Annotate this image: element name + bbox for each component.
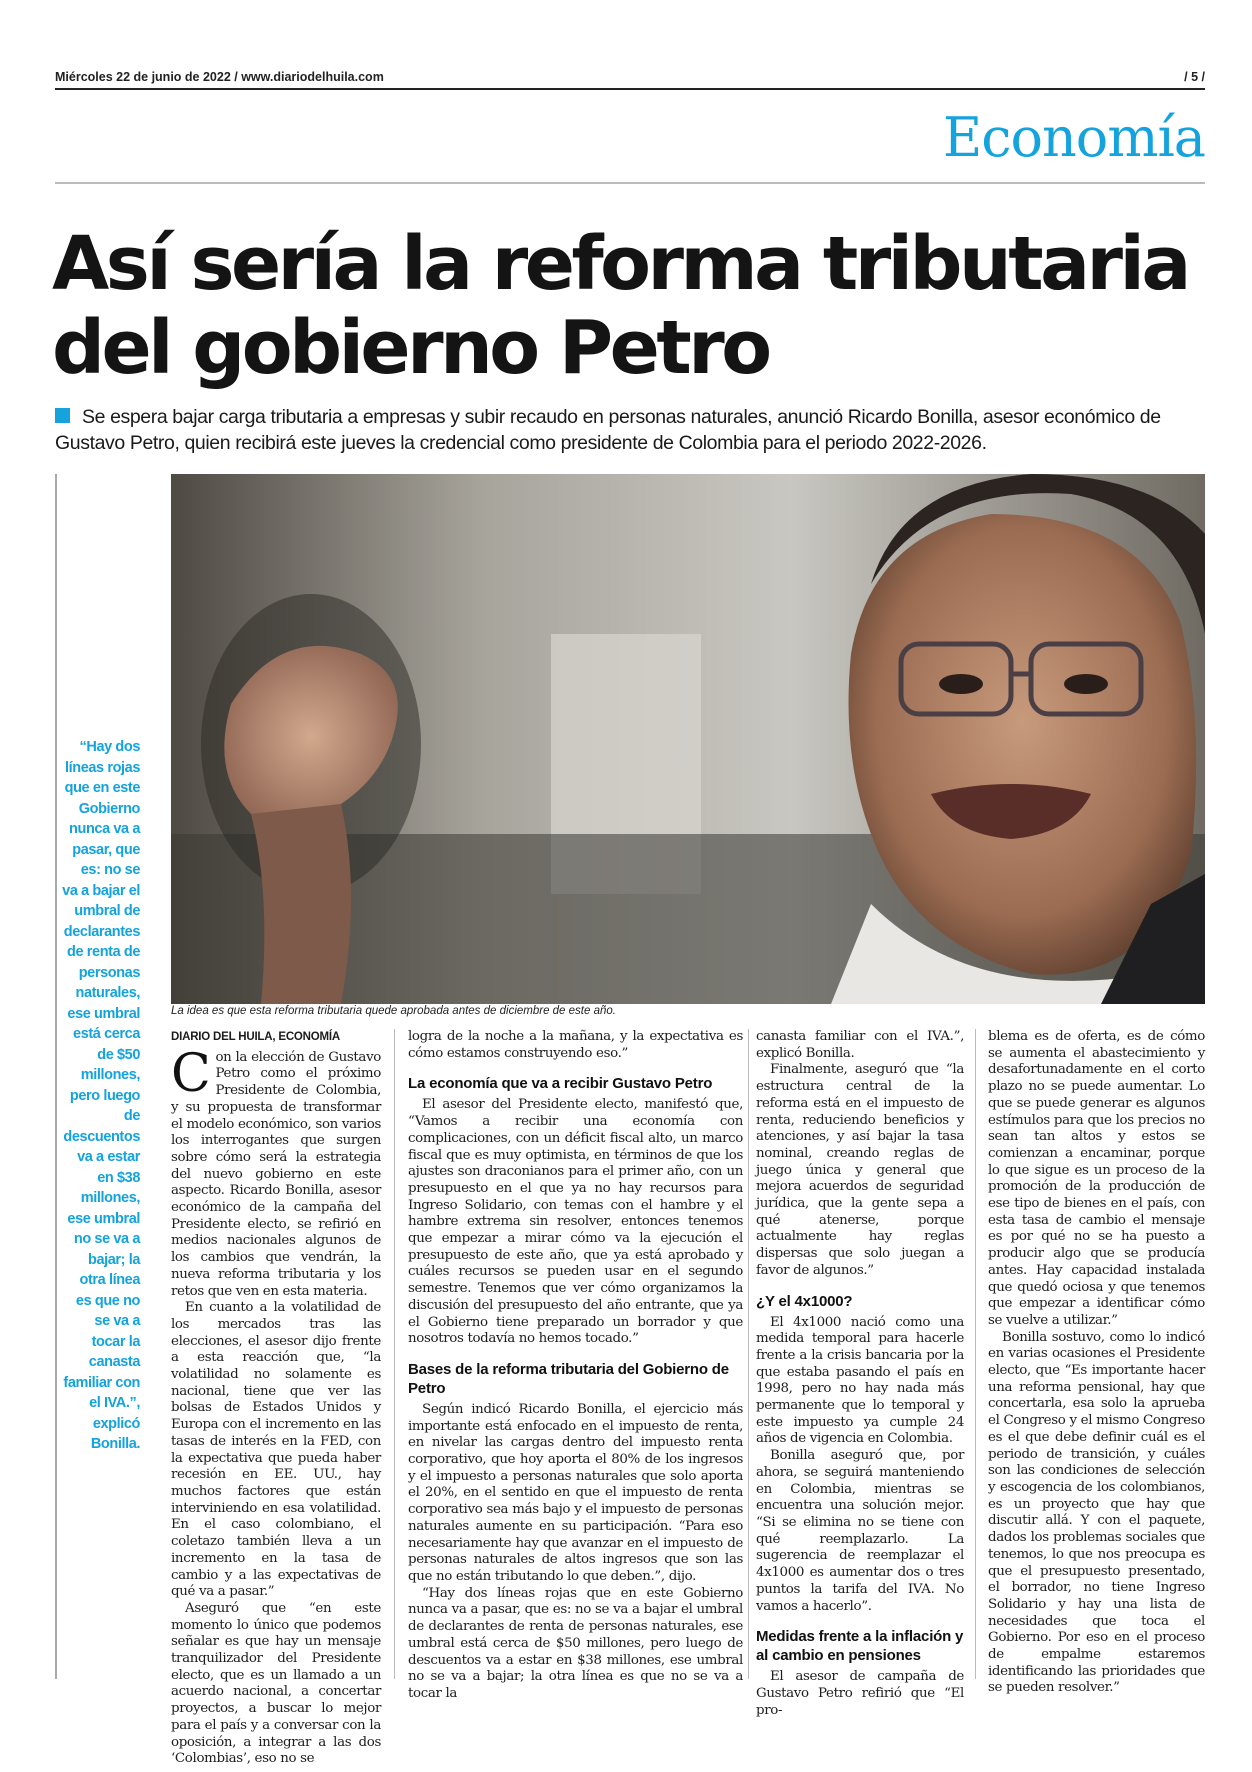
paragraph: Según indicó Ricardo Bonilla, el ejercicio más importante está enfocado en el impuesto de renta, en nivelar las cargas dentro del impuesto renta corporativo, que hoy aporta el 80% de los ingresos y el impuesto a personas naturales que solo aporta el 20%, en el sentido en que el impuesto de renta corporativo sea más bajo y el impuesto de personas naturales aumente en su participación. “Para eso necesariamente hay que avanzar en el impuesto de personas naturales de altos ingresos que son las que no están tributando lo que deben.”, dijo. [408, 1401, 743, 1584]
paragraph: Con la elección de Gustavo Petro como el próximo Presidente de Colombia, y su propuesta de transformar el modelo económico, son varios los interrogantes que surgen sobre cómo será la estrategia del nuevo gobierno en este aspecto. Ricardo Bonilla, asesor económico de la campaña del Presidente electo, se refirió en medios nacionales algunos de los cambios que vendrán, la nueva reforma tributaria y los retos que ven en esta materia. [171, 1043, 381, 1299]
article-column-2 [408, 1029, 743, 1703]
paragraph: logra de la noche a la mañana, y la expectativa es cómo estamos construyendo eso.” [408, 1029, 743, 1061]
paragraph: Bonilla aseguró que, por ahora, se seguirá manteniendo en Colombia, mientras se encuentra una solución mejor. “Si se elimina no se tiene con qué reemplazarlo. La sugerencia de reemplazar el 4x1000 es aumentar dos o tres puntos la tarifa del IVA. No vamos a hacerlo”. [756, 1448, 964, 1614]
paragraph: En cuanto a la volatilidad de los mercados tras las elecciones, el asesor dijo frente a esta reacción que, “la volatilidad no solamente es nacional, tiene que ver las bolsas de Estados Unidos y Europa con el incremento en las tasas de interés en la FED, con la expectativa que pueda haber recesión en EE. UU., hay muchos factores que están interviniendo en esa volatilidad. En el caso colombiano, el coletazo también lleva a un incremento en la tasa de cambio y a las expectativas de qué va a pasar.” [171, 1300, 381, 1600]
byline: DIARIO DEL HUILA, ECONOMÍA [171, 1031, 341, 1043]
article-column-1 [171, 1029, 381, 1768]
column-rule [394, 1029, 395, 1679]
drop-cap: C [171, 1043, 211, 1104]
paragraph: El asesor de campaña de Gustavo Petro refirió que “El pro- [756, 1669, 964, 1718]
paragraph: canasta familiar con el IVA.”, explicó Bonilla. [756, 1029, 964, 1061]
paragraph: Finalmente, aseguró que “la estructura central de la reforma está en el impuesto de renta, reduciendo beneficios y atenciones, y así bajar la tasa nominal, creando reglas de juego única y general que mejora acuerdos de seguridad jurídica, que la gente sepa a qué atenerse, porque actualmente hay reglas dispersas que solo juegan a favor de algunos.” [756, 1062, 964, 1278]
paragraph: Aseguró que “en este momento lo único que podemos señalar es que hay un mensaje tranquilizador del Presidente electo, que es un llamado a un acuerdo nacional, a concertar proyectos, a buscar lo mejor para el país y a conversar con la oposición, a integrar a las dos ‘Colombias’, eso no se [171, 1600, 381, 1767]
paragraph: “Hay dos líneas rojas que en este Gobierno nunca va a pasar, que es: no se va a bajar el umbral de declarantes de renta de personas naturales, ese umbral está cerca de $50 millones, pero luego de descuentos va a estar en $38 millones, ese umbral no se va a bajar; la otra línea es que no se va a tocar la [408, 1585, 743, 1701]
subheading: La economía que va a recibir Gustavo Petro [408, 1075, 713, 1093]
paragraph: El 4x1000 nació como una medida temporal para hacerle frente a la crisis bancaria por la que estaba pasando el país en 1998, pero no hay nada más permanente que lo temporal y este impuesto ya cumple 24 años de vigencia en Colombia. [756, 1314, 964, 1447]
article-column-3 [756, 1029, 964, 1719]
paragraph: blema es de oferta, es de cómo se aumenta el abastecimiento y desafortunadamente en el corto plazo no se puede aumentar. Lo que se puede generar es algunos estímulos para que los precios no sean tan altos y estos se comienzan a encaminar, porque lo que sigue es un proceso de la promoción de la producción de ese tipo de bienes en el país, con esta tasa de cambio el mensaje es por qué no se ha puesto a producir algo que se producía antes. Hay capacidad instalada que quedó ociosa y que tenemos que empezar a identificar cómo se vuelve a utilizar.” [988, 1029, 1205, 1328]
header-rule [55, 88, 1205, 90]
page-header [55, 70, 1205, 90]
photo-illustration [171, 474, 1205, 1004]
column-rule [975, 1029, 976, 1679]
subheading: ¿Y el 4x1000? [756, 1292, 853, 1310]
edition-date: Miércoles 22 de junio de 2022 / www.diariodelhuila.com [55, 70, 384, 84]
section-rule [55, 182, 1205, 184]
portrait-photo-icon [171, 474, 1205, 1004]
column-rule-left [55, 474, 57, 1679]
subheading: Medidas frente a la inflación y al cambio en pensiones [756, 1628, 964, 1665]
pull-quote: “Hay dos líneas rojas que en este Gobierno nunca va a pasar, que es: no se va a bajar el umbral de declarantes de renta de personas naturales, ese umbral está cerca de $50 millones, pero luego de descuentos va a estar en $38 millones, ese umbral no se va a bajar; la otra línea es que no se va a tocar la canasta familiar con el IVA.”, explicó Bonilla. [62, 739, 140, 1452]
article-column-4 [988, 1029, 1205, 1697]
headline-line-1: Así sería la reforma tributaria [52, 221, 1188, 307]
lead-text: Se espera bajar carga tributaria a empresas y subir recaudo en personas naturales, anunció Ricardo Bonilla, asesor económico de Gustavo Petro, quien recibirá este jueves la credencial como presidente de Colombia para el periodo 2022-2026. [55, 406, 1161, 454]
subheading: Bases de la reforma tributaria del Gobierno de Petro [408, 1360, 729, 1397]
bullet-square-icon [55, 408, 70, 423]
paragraph: El asesor del Presidente electo, manifestó que, “Vamos a recibir una economía con complicaciones, con un déficit fiscal alto, un marco fiscal que es muy optimista, en términos de que los ajustes son draconianos para el primer año, con un presupuesto en el que ya no hay recursos para Ingreso Solidario, con temas con el hambre y el hambre extrema sin resolver, entonces tenemos que empezar a mirar cómo va la ejecución el presupuesto de este año, que ya está aprobado y cuáles recursos se pueden usar en el segundo semestre. Tenemos que ver cómo organizamos la discusión del presupuesto del año entrante, que ya el Gobierno tiene preparado un borrador y que nosotros todavía no hemos tocado.” [408, 1097, 743, 1347]
column-rule [748, 1029, 749, 1679]
page-number: / 5 / [1184, 70, 1205, 84]
headline [52, 222, 1212, 390]
paragraph: Bonilla sostuvo, como lo indicó en varias ocasiones el Presidente electo, que “Es importante hacer una reforma pensional, hay que concertarla, esa solo la aprueba el Congreso y el mismo Congreso es el que debe definir cuál es el periodo de transición, y cuáles son las condiciones de selección y escogencia de los colombianos, es un proyecto que hay que discutir allá. Y con el paquete, dados los problemas sociales que tenemos, lo que nos preocupa es que el presupuesto presentado, el borrador, no tiene Ingreso Solidario y hay una lista de necesidades que toca el Gobierno. Por eso en el proceso de empalme estaremos identificando las prioridades que se pueden resolver.” [988, 1329, 1205, 1696]
photo-caption: La idea es que esta reforma tributaria quede aprobada antes de diciembre de este año. [171, 1005, 616, 1017]
section-title: Economía [942, 106, 1205, 169]
lead-paragraph [55, 404, 1205, 456]
headline-line-2: del gobierno Petro [52, 305, 769, 391]
